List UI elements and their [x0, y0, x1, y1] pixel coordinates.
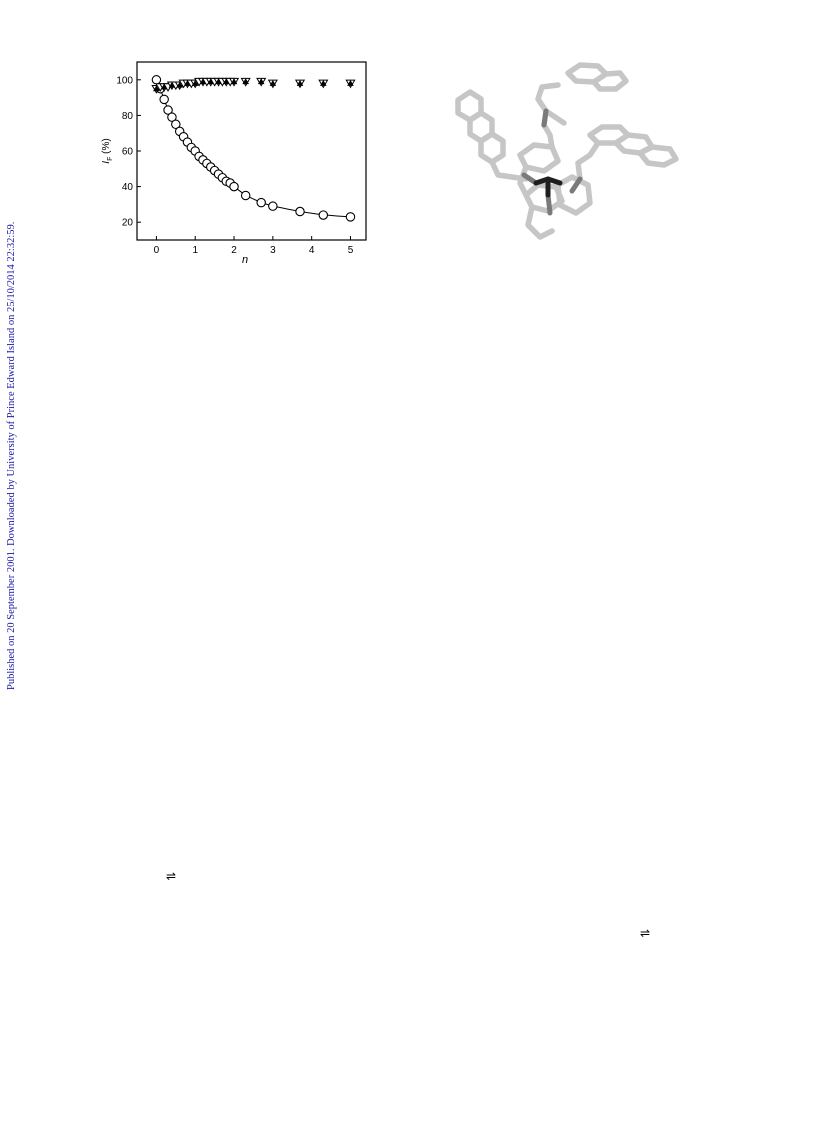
- y-axis-label: $I_F$ (%): [101, 138, 114, 164]
- y-tick-label: 100: [116, 75, 133, 87]
- data-point-circle: [269, 202, 277, 210]
- y-tick-label: 60: [121, 146, 133, 158]
- x-tick-label: 5: [347, 245, 354, 256]
- data-point-circle: [257, 198, 265, 206]
- equilibrium-arrow-left: ⇌: [166, 869, 177, 883]
- y-tick-label: 40: [121, 182, 133, 194]
- y-tick-label: 80: [121, 110, 133, 122]
- data-point-circle: [296, 207, 304, 215]
- data-point-circle: [241, 191, 249, 199]
- data-point-circle: [152, 76, 160, 84]
- x-tick-label: 4: [308, 245, 315, 256]
- x-axis-label: n: [241, 254, 249, 266]
- fluorescence-titration-chart: [95, 55, 385, 275]
- fit-curve: [156, 80, 350, 217]
- data-point-circle: [346, 213, 354, 221]
- equilibrium-arrow-right: ⇌: [640, 926, 651, 940]
- y-tick-label: 20: [121, 217, 133, 229]
- publication-side-note: Published on 20 September 2001. Downloaded by University of Prince Edward Island on 25/10/2014 22:32:59.: [6, 221, 17, 690]
- data-point-circle: [160, 95, 168, 103]
- x-tick-label: 1: [192, 245, 199, 256]
- data-point-circle: [319, 211, 327, 219]
- x-tick-label: 0: [153, 245, 160, 256]
- x-tick-label: 3: [270, 245, 276, 256]
- molecular-structure-diagram: [440, 55, 730, 255]
- data-point-circle: [230, 182, 238, 190]
- x-tick-label: 2: [231, 245, 237, 256]
